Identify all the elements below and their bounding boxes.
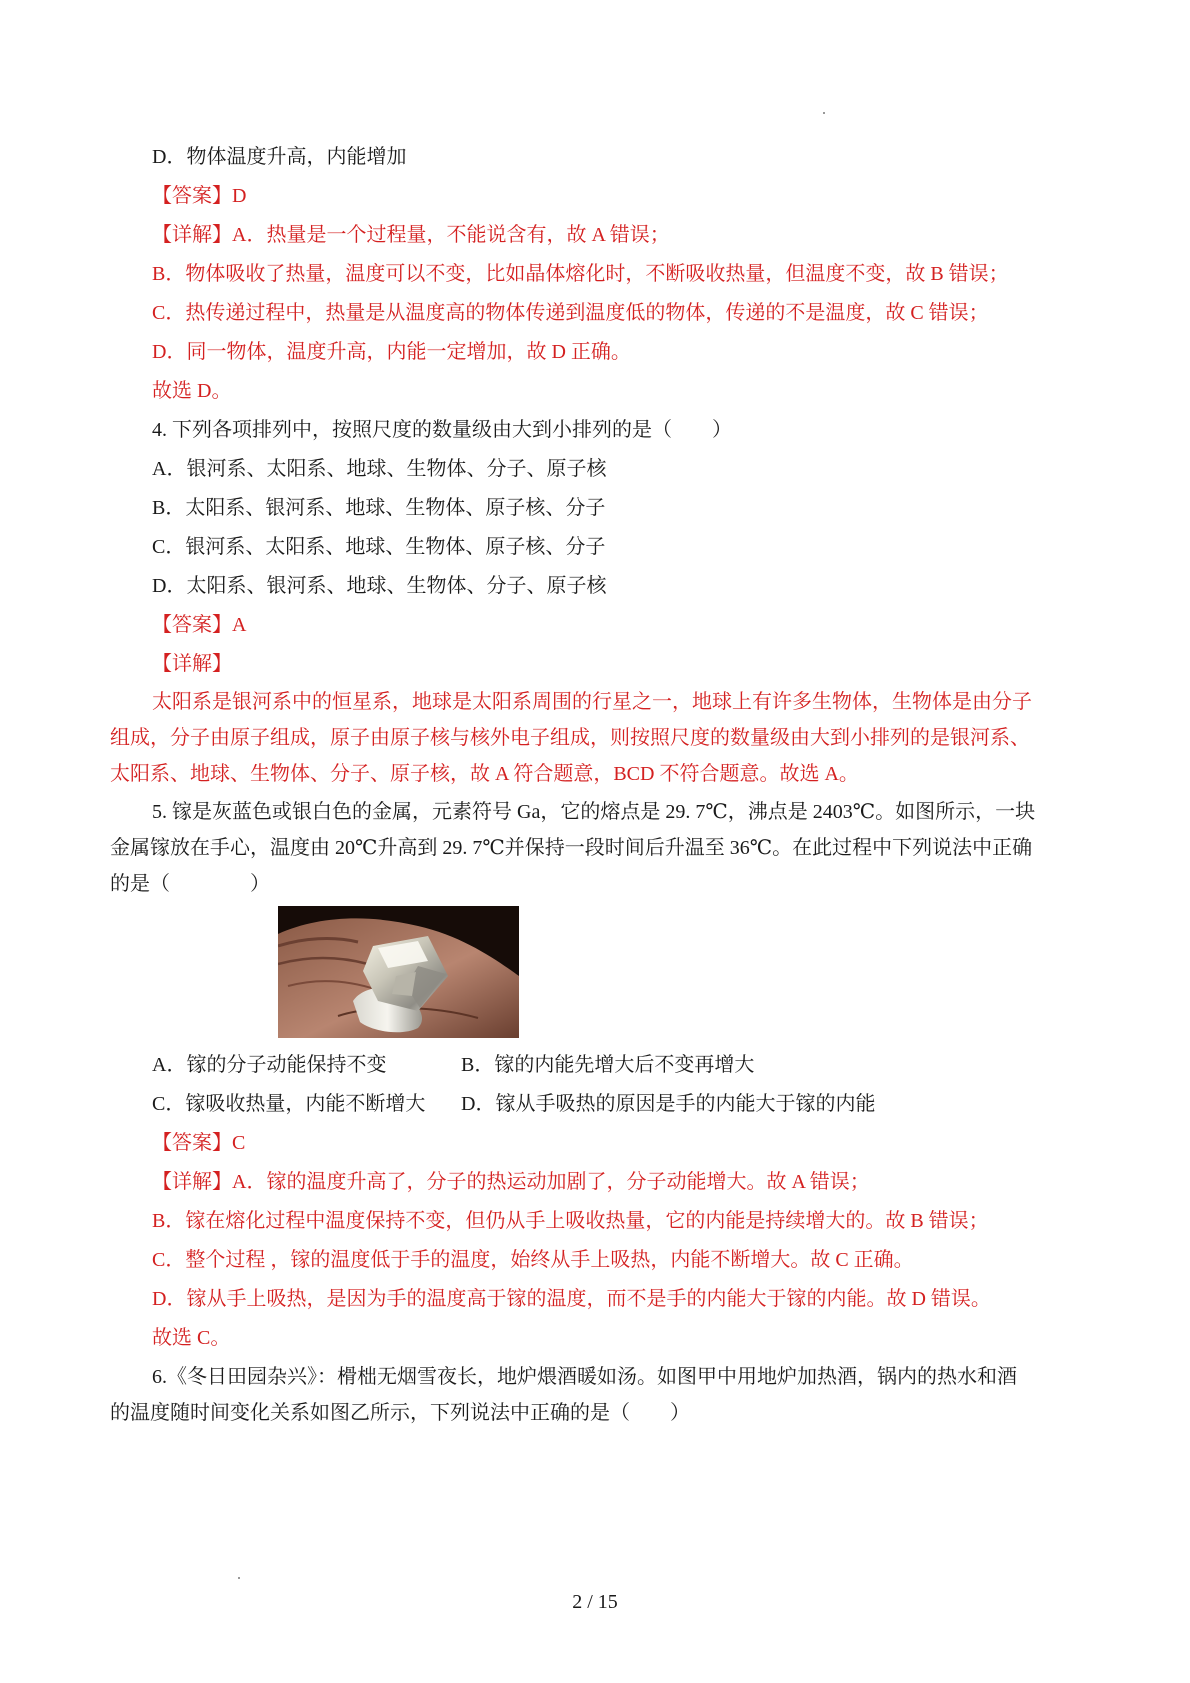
q5-option-c: C．镓吸收热量，内能不断增大 [152,1093,426,1115]
page-number: 2 / 15 [572,1591,618,1613]
q4-stem: 4. 下列各项排列中，按照尺度的数量级由大到小排列的是（ ） [152,419,732,441]
q3-option-d: D．物体温度升高，内能增加 [152,146,407,168]
q3-detail-c: C．热传递过程中，热量是从温度高的物体传递到温度低的物体，传递的不是温度，故 C 错误； [152,302,989,324]
q5-option-a: A．镓的分子动能保持不变 [152,1054,387,1076]
q4-answer: 【答案】A [152,614,247,636]
q3-detail-b: B．物体吸收了热量，温度可以不变，比如晶体熔化时，不断吸收热量，但温度不变，故 B 错误； [152,263,1009,285]
q6-stem-line2: 的温度随时间变化关系如图乙所示，下列说法中正确的是（ ） [110,1402,690,1424]
q5-detail-c: C．整个过程 ，镓的温度低于手的温度，始终从手上吸热，内能不断增大。故 C 正确。 [152,1249,914,1271]
q4-detail-line2: 组成，分子由原子组成，原子由原子核与核外电子组成，则按照尺度的数量级由大到小排列的是银河系、 [110,727,1030,749]
q5-detail-a: 【详解】A．镓的温度升高了，分子的热运动加剧了，分子动能增大。故 A 错误； [152,1171,870,1193]
q4-detail-line3: 太阳系、地球、生物体、分子、原子核，故 A 符合题意，BCD 不符合题意。故选 A。 [110,763,859,785]
q5-stem-line3: 的是（ ） [110,873,270,895]
q3-detail-a: 【详解】A．热量是一个过程量，不能说含有，故 A 错误； [152,224,670,246]
gallium-hand-image [278,906,519,1038]
q6-stem-line1: 6.《冬日田园杂兴》：榾柮无烟雪夜长，地炉煨酒暖如汤。如图甲中用地炉加热酒，锅内的热水和酒 [152,1366,1017,1388]
scan-mark [823,112,825,114]
gallium-in-hand-photo [278,906,519,1038]
q4-option-b: B．太阳系、银河系、地球、生物体、原子核、分子 [152,497,606,519]
q4-option-c: C．银河系、太阳系、地球、生物体、原子核、分子 [152,536,606,558]
q3-conclusion: 故选 D。 [152,380,232,402]
q5-stem-line1: 5. 镓是灰蓝色或银白色的金属，元素符号 Ga，它的熔点是 29. 7℃，沸点是 2403℃。如图所示，一块 [152,801,1036,823]
q5-conclusion: 故选 C。 [152,1327,231,1349]
q5-detail-b: B．镓在熔化过程中温度保持不变，但仍从手上吸收热量，它的内能是持续增大的。故 B 错误； [152,1210,989,1232]
q5-stem-line2: 金属镓放在手心，温度由 20℃升高到 29. 7℃并保持一段时间后升温至 36℃。在此过程中下列说法中正确 [110,837,1033,859]
q4-detail-line1: 太阳系是银河系中的恒星系，地球是太阳系周围的行星之一，地球上有许多生物体，生物体是由分子 [152,691,1032,713]
scan-mark [238,1577,240,1579]
q5-option-b: B．镓的内能先增大后不变再增大 [461,1054,755,1076]
q4-option-d: D．太阳系、银河系、地球、生物体、分子、原子核 [152,575,607,597]
q5-answer: 【答案】C [152,1132,246,1154]
q3-detail-d: D．同一物体，温度升高，内能一定增加，故 D 正确。 [152,341,631,363]
q5-option-d: D．镓从手吸热的原因是手的内能大于镓的内能 [461,1093,876,1115]
q4-option-a: A．银河系、太阳系、地球、生物体、分子、原子核 [152,458,607,480]
q5-detail-d: D．镓从手上吸热，是因为手的温度高于镓的温度，而不是手的内能大于镓的内能。故 D 错误。 [152,1288,991,1310]
q3-answer: 【答案】D [152,185,247,207]
q4-detail-label: 【详解】 [152,653,232,675]
